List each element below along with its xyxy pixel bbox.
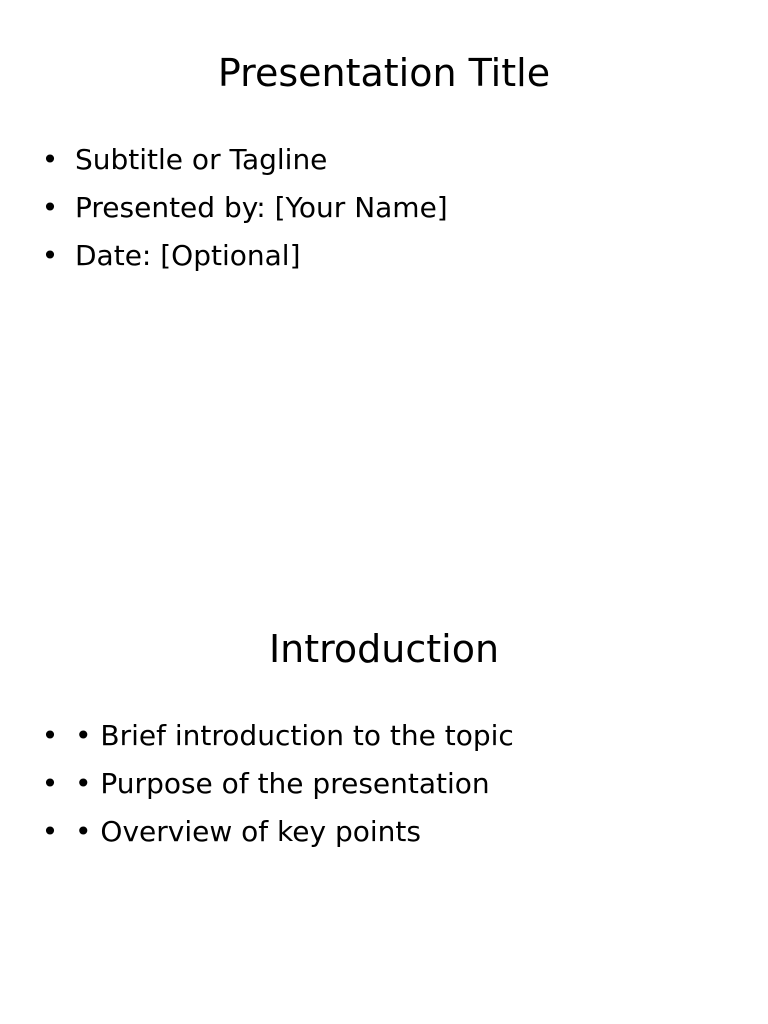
slide-title: Presentation Title bbox=[217, 51, 551, 95]
bullet-text: • Brief introduction to the topic bbox=[75, 719, 514, 752]
bullet-text: Subtitle or Tagline bbox=[75, 143, 328, 176]
list-item bbox=[40, 760, 514, 808]
slide-title: Introduction bbox=[268, 627, 500, 671]
bullet-list bbox=[40, 712, 514, 856]
list-item bbox=[40, 232, 448, 280]
list-item bbox=[40, 712, 514, 760]
bullet-text: • Overview of key points bbox=[75, 815, 421, 848]
slide-introduction bbox=[0, 576, 768, 1024]
bullet-icon: • bbox=[41, 767, 59, 800]
bullet-icon: • bbox=[41, 719, 59, 752]
bullet-list bbox=[40, 136, 448, 280]
bullet-text: Presented by: [Your Name] bbox=[75, 191, 448, 224]
list-item bbox=[40, 184, 448, 232]
bullet-icon: • bbox=[41, 239, 59, 272]
bullet-text: Date: [Optional] bbox=[75, 239, 301, 272]
bullet-text: • Purpose of the presentation bbox=[75, 767, 490, 800]
list-item bbox=[40, 136, 448, 184]
list-item bbox=[40, 808, 514, 856]
bullet-icon: • bbox=[41, 143, 59, 176]
bullet-icon: • bbox=[41, 815, 59, 848]
bullet-icon: • bbox=[41, 191, 59, 224]
